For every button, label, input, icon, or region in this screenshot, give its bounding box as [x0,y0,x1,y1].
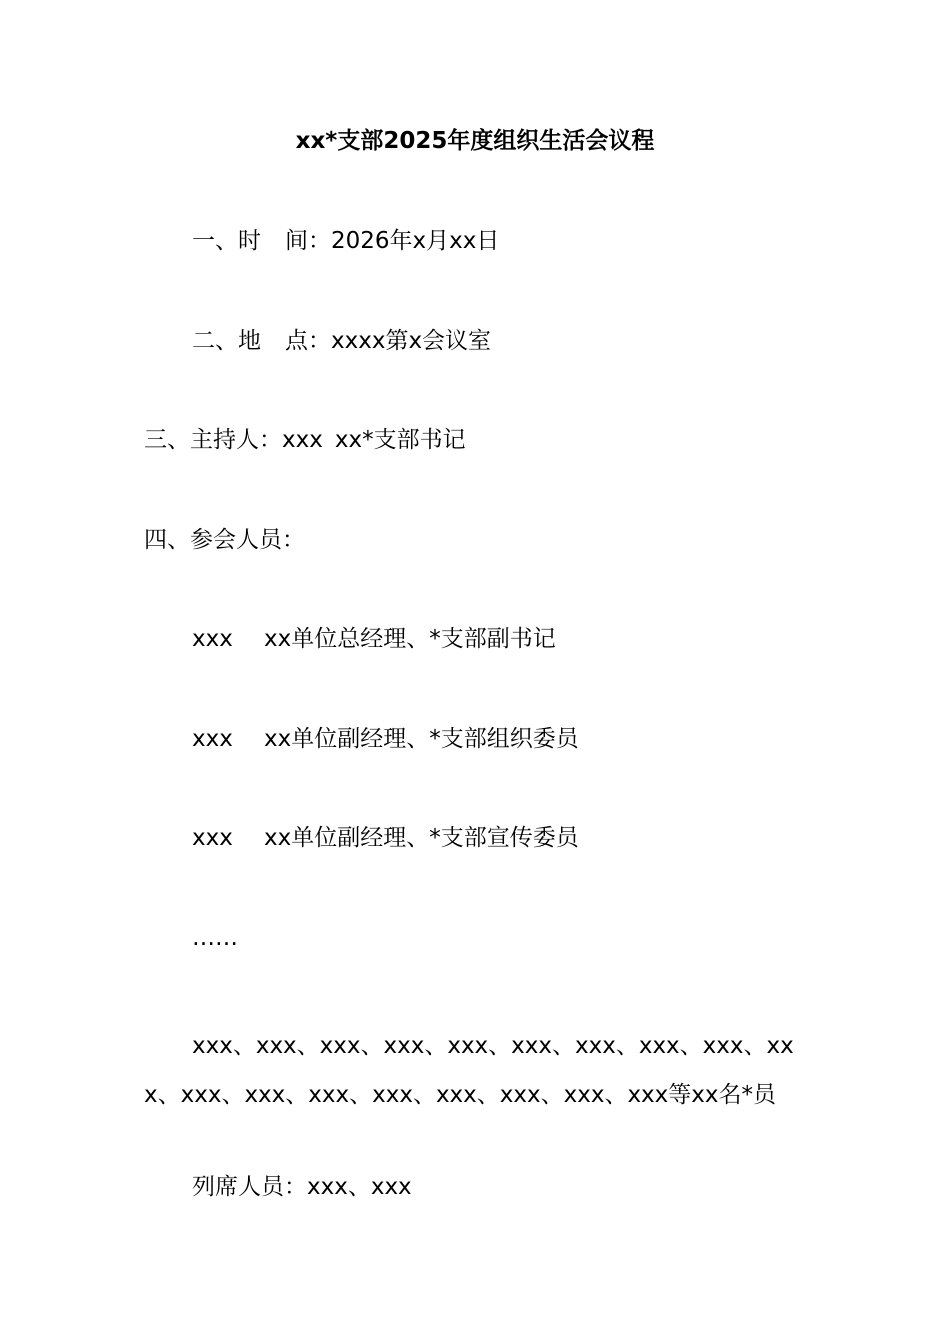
host-line [144,425,466,455]
attendees-ellipsis: …… [192,925,238,951]
attendee-role: xx单位副经理、*支部宣传委员 [264,825,579,851]
observers-value: xxx、xxx [307,1174,412,1200]
attendee-role: xx单位副经理、*支部组织委员 [264,726,579,752]
document-title: xx*支部2025年度组织生活会议程 [295,128,655,154]
time-value: 2026年x月xx日 [331,228,500,254]
observers-line [192,1172,412,1202]
attendee-row [192,823,579,853]
place-label-suffix: 点： [285,328,331,354]
attendee-name: xxx [192,726,233,752]
attendee-role: xx单位总经理、*支部副书记 [264,626,556,652]
attendee-row [192,724,579,754]
observers-label: 列席人员： [192,1174,307,1200]
attendee-name: xxx [192,626,233,652]
place-label-prefix: 二、地 [192,328,261,354]
time-label-prefix: 一、时 [192,228,261,254]
place-value: xxxx第x会议室 [331,328,492,354]
attendees-heading: 四、参会人员： [144,527,305,553]
host-label: 三、主持人： [144,427,282,453]
time-line [192,226,499,256]
attendee-name: xxx [192,825,233,851]
attendee-row [192,624,556,654]
host-name: xxx [282,427,323,453]
members-paragraph: xxx、xxx、xxx、xxx、xxx、xxx、xxx、xxx、xxx、xxx、xxx、xxx、xxx、xxx、xxx、xxx、xxx、xxx等xx名*员 [144,1033,794,1108]
host-role: xx*支部书记 [334,427,466,453]
time-label-suffix: 间： [285,228,331,254]
place-line [192,326,491,356]
